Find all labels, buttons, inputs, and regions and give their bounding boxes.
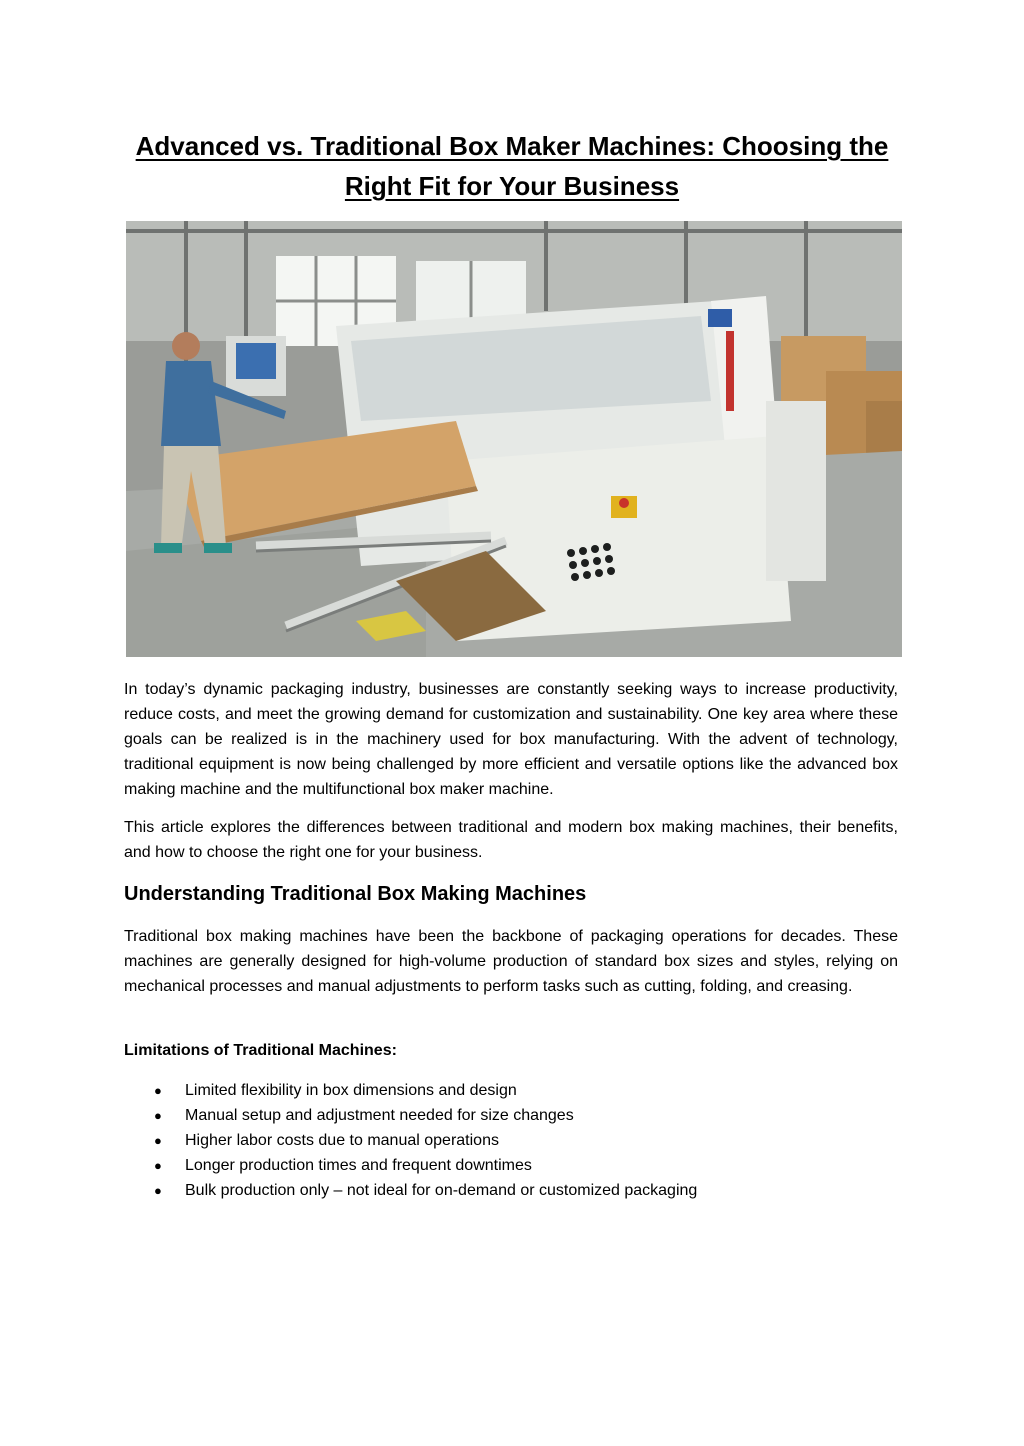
list-item [124,1128,898,1153]
list-item-text: Manual setup and adjustment needed for size changes [185,1107,574,1124]
list-item-text: Longer production times and frequent downtimes [185,1157,532,1174]
limitations-subheading: Limitations of Traditional Machines: [124,1042,397,1059]
document-title: Advanced vs. Traditional Box Maker Machines: Choosing the Right Fit for Your Business [135,131,889,201]
bullet-icon: ● [154,1083,162,1098]
article-scope-paragraph: This article explores the differences between traditional and modern box making machines, their benefits, and how to choose the right one for your business. [124,819,898,861]
box-maker-machine-photo [126,221,902,657]
list-item-text: Limited flexibility in box dimensions and design [185,1082,517,1099]
bullet-icon: ● [154,1158,162,1173]
section-paragraph: Traditional box making machines have been the backbone of packaging operations for decades. These machines are generally designed for high-volume production of standard box sizes and styles, relying on mechanical processes and manual adjustments to perform tasks such as cutting, folding, and creasing. [124,928,898,995]
list-item [124,1178,898,1203]
factory-scene-illustration [126,221,902,657]
intro-paragraph: In today’s dynamic packaging industry, businesses are constantly seeking ways to increase productivity, reduce costs, and meet the growing demand for customization and sustainability. One key area where these goals can be realized is in the machinery used for box manufacturing. With the advent of technology, traditional equipment is now being challenged by more efficient and versatile options like the advanced box making machine and the multifunctional box maker machine. [124,681,898,798]
list-item-text: Higher labor costs due to manual operations [185,1132,499,1149]
limitations-list [124,1078,898,1203]
bullet-icon: ● [154,1108,162,1123]
list-item [124,1078,898,1103]
bullet-icon: ● [154,1133,162,1148]
list-item [124,1153,898,1178]
section-heading: Understanding Traditional Box Making Machines [124,883,587,905]
list-item [124,1103,898,1128]
list-item-text: Bulk production only – not ideal for on-demand or customized packaging [185,1182,698,1199]
bullet-icon: ● [154,1183,162,1198]
